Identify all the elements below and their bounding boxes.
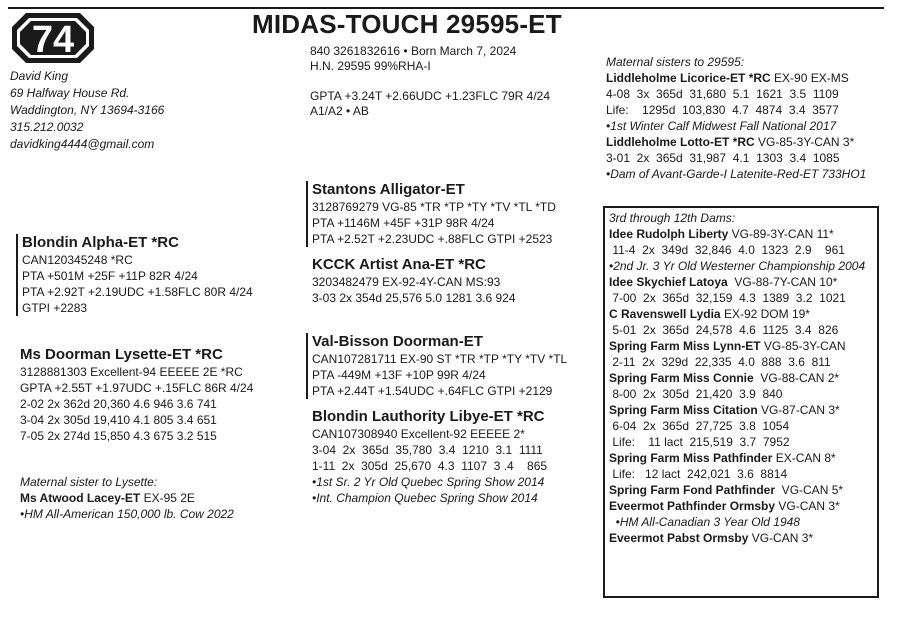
sister-1-score: EX-90 EX-MS bbox=[770, 71, 849, 85]
dam-9-lifetime: Life: 12 lact 242,021 3.6 8814 bbox=[609, 467, 788, 481]
sister-1-name: Liddleholme Licorice-ET *RC bbox=[606, 71, 771, 85]
dam-sister-score: EX-95 2E bbox=[140, 491, 195, 505]
sire-grandsire-id: 3128769279 VG-85 *TR *TP *TY *TV *TL *TD bbox=[312, 200, 556, 214]
dam-12-name: Eveermot Pabst Ormsby bbox=[609, 531, 749, 545]
sire-granddam-record: 3-03 2x 354d 25,576 5.0 1281 3.6 924 bbox=[312, 291, 516, 305]
dam bbox=[20, 346, 253, 444]
sire-pta: PTA +501M +25F +11P 82R 4/24 bbox=[22, 269, 198, 283]
dam-record-2: 3-04 2x 305d 19,410 4.1 805 3.4 651 bbox=[20, 413, 217, 427]
dam-8-name: Spring Farm Miss Citation bbox=[609, 403, 758, 417]
dams-heading: 3rd through 12th Dams: bbox=[609, 211, 736, 225]
maternal-sisters-heading: Maternal sisters to 29595: bbox=[606, 55, 745, 69]
sire bbox=[16, 234, 253, 316]
dam-granddam-note-2: •Int. Champion Quebec Spring Show 2014 bbox=[312, 491, 538, 505]
sister-1-lifetime: Life: 1295d 103,830 4.7 4874 3.4 3577 bbox=[606, 103, 839, 117]
dam-sister-note: •HM All-American 150,000 lb. Cow 2022 bbox=[20, 507, 234, 521]
consignor-email: davidking4444@gmail.com bbox=[10, 137, 155, 151]
sister-2-note: •Dam of Avant-Garde-I Latenite-Red-ET 733HO1 bbox=[606, 167, 867, 181]
dam-3-name: Idee Rudolph Liberty bbox=[609, 227, 729, 241]
dam-granddam-note-1: •1st Sr. 2 Yr Old Quebec Spring Show 2014 bbox=[312, 475, 545, 489]
dam-grandsire-pta: PTA -449M +13F +10P 99R 4/24 bbox=[312, 368, 486, 382]
dam-granddam-classification: CAN107308940 Excellent-92 EEEEE 2* bbox=[312, 427, 525, 441]
dam-record-3: 7-05 2x 274d 15,850 4.3 675 3.2 515 bbox=[20, 429, 217, 443]
dam-4-score: VG-88-7Y-CAN 10* bbox=[727, 275, 838, 289]
herd-number-line: H.N. 29595 99%RHA-I bbox=[310, 59, 431, 73]
animal-title: MIDAS-TOUCH 29595-ET bbox=[248, 10, 566, 38]
dam-11-name: Eveermot Pathfinder Ormsby bbox=[609, 499, 776, 513]
sire-id: CAN120345248 *RC bbox=[22, 253, 133, 267]
registration-line: 840 3261832616 • Born March 7, 2024 bbox=[310, 44, 517, 58]
dam-6-score: VG-85-3Y-CAN bbox=[760, 339, 846, 353]
dam-10-score: VG-CAN 5* bbox=[775, 483, 844, 497]
dam-grandsire-name: Val-Bisson Doorman-ET bbox=[312, 333, 483, 350]
dam-9-name: Spring Farm Miss Pathfinder bbox=[609, 451, 773, 465]
dam-maternal-sister bbox=[20, 474, 234, 522]
dam-8-score: VG-87-CAN 3* bbox=[757, 403, 840, 417]
dam-3-record: 11-4 2x 349d 32,846 4.0 1323 2.9 961 bbox=[609, 243, 845, 257]
dam-4-name: Idee Skychief Latoya bbox=[609, 275, 728, 289]
sire-gtpi: GTPI +2283 bbox=[22, 301, 88, 315]
sister-1-record: 4-08 3x 365d 31,680 5.1 1621 3.5 1109 bbox=[606, 87, 839, 101]
dam-3-score: VG-89-3Y-CAN 11* bbox=[728, 227, 834, 241]
dam-3-note: •2nd Jr. 3 Yr Old Westerner Championship 2004 bbox=[609, 259, 866, 273]
consignor-street: 69 Halfway House Rd. bbox=[10, 86, 130, 100]
sire-grandsire-pta: PTA +1146M +45F +31P 98R 4/24 bbox=[312, 216, 495, 230]
sire-grandsire-name: Stantons Alligator-ET bbox=[312, 181, 465, 198]
dams-box bbox=[603, 206, 879, 598]
genotype-line: A1/A2 • AB bbox=[310, 104, 369, 118]
dam-11-score: VG-CAN 3* bbox=[775, 499, 840, 513]
dam-9-score: EX-CAN 8* bbox=[772, 451, 836, 465]
genomics-line: GPTA +3.24T +2.66UDC +1.23FLC 79R 4/24 bbox=[310, 89, 551, 103]
consignor-info bbox=[10, 68, 164, 153]
dam-grandsire bbox=[306, 333, 567, 399]
sister-2-score: VG-85-3Y-CAN 3* bbox=[754, 135, 855, 149]
dam-11-note: •HM All-Canadian 3 Year Old 1948 bbox=[609, 515, 800, 529]
dam-gpta: GPTA +2.55T +1.97UDC +.15FLC 86R 4/24 bbox=[20, 381, 254, 395]
dam-7-score: VG-88-CAN 2* bbox=[753, 371, 840, 385]
dam-6-name: Spring Farm Miss Lynn-ET bbox=[609, 339, 761, 353]
sire-granddam bbox=[312, 256, 516, 306]
sire-granddam-name: KCCK Artist Ana-ET *RC bbox=[312, 256, 486, 273]
dam-7-name: Spring Farm Miss Connie bbox=[609, 371, 754, 385]
animal-info bbox=[310, 44, 550, 119]
dam-5-score: EX-92 DOM 19* bbox=[720, 307, 810, 321]
dam-8-record: 6-04 2x 365d 27,725 3.8 1054 bbox=[609, 419, 790, 433]
dam-12-score: VG-CAN 3* bbox=[748, 531, 814, 545]
dam-5-name: C Ravenswell Lydia bbox=[609, 307, 721, 321]
dam-grandsire-pta-type: PTA +2.44T +1.54UDC +.64FLC GTPI +2129 bbox=[312, 384, 553, 398]
consignor-phone: 315.212.0032 bbox=[10, 120, 84, 134]
sister-2-name: Liddleholme Lotto-ET *RC bbox=[606, 135, 755, 149]
consignor-city: Waddington, NY 13694-3166 bbox=[10, 103, 165, 117]
dam-granddam-record-1: 3-04 2x 365d 35,780 3.4 1210 3.1 1111 bbox=[312, 443, 543, 457]
dam-grandsire-id: CAN107281711 EX-90 ST *TR *TP *TY *TV *TL bbox=[312, 352, 568, 366]
dam-name: Ms Doorman Lysette-ET *RC bbox=[20, 346, 223, 363]
lot-badge bbox=[10, 11, 96, 65]
dam-granddam-name: Blondin Lauthority Libye-ET *RC bbox=[312, 408, 545, 425]
dam-record-1: 2-02 2x 362d 20,360 4.6 946 3.6 741 bbox=[20, 397, 217, 411]
dam-sister-heading: Maternal sister to Lysette: bbox=[20, 475, 158, 489]
dam-classification: 3128881303 Excellent-94 EEEEE 2E *RC bbox=[20, 365, 243, 379]
dam-6-record: 2-11 2x 329d 22,335 4.0 888 3.6 811 bbox=[609, 355, 831, 369]
sire-grandsire-pta-type: PTA +2.52T +2.23UDC +.88FLC GTPI +2523 bbox=[312, 232, 553, 246]
dam-granddam bbox=[312, 408, 547, 506]
dam-4-record: 7-00 2x 365d 32,159 4.3 1389 3.2 1021 bbox=[609, 291, 846, 305]
dam-10-name: Spring Farm Fond Pathfinder bbox=[609, 483, 776, 497]
sire-name: Blondin Alpha-ET *RC bbox=[22, 234, 179, 251]
sire-pta-type: PTA +2.92T +2.19UDC +1.58FLC 80R 4/24 bbox=[22, 285, 253, 299]
sister-2-record: 3-01 2x 365d 31,987 4.1 1303 3.4 1085 bbox=[606, 151, 840, 165]
dam-sister-name: Ms Atwood Lacey-ET bbox=[20, 491, 141, 505]
dam-5-record: 5-01 2x 365d 24,578 4.6 1125 3.4 826 bbox=[609, 323, 839, 337]
dam-7-record: 8-00 2x 305d 21,420 3.9 840 bbox=[609, 387, 783, 401]
sister-1-note: •1st Winter Calf Midwest Fall National 2017 bbox=[606, 119, 837, 133]
consignor-name: David King bbox=[10, 69, 69, 83]
dam-granddam-record-2: 1-11 2x 305d 25,670 4.3 1107 3 .4 865 bbox=[312, 459, 548, 473]
dam-8-lifetime: Life: 11 lact 215,519 3.7 7952 bbox=[609, 435, 790, 449]
sire-grandsire bbox=[306, 181, 556, 247]
lot-number: 74 bbox=[31, 19, 75, 61]
sire-granddam-classification: 3203482479 EX-92-4Y-CAN MS:93 bbox=[312, 275, 501, 289]
maternal-sisters bbox=[606, 54, 866, 182]
